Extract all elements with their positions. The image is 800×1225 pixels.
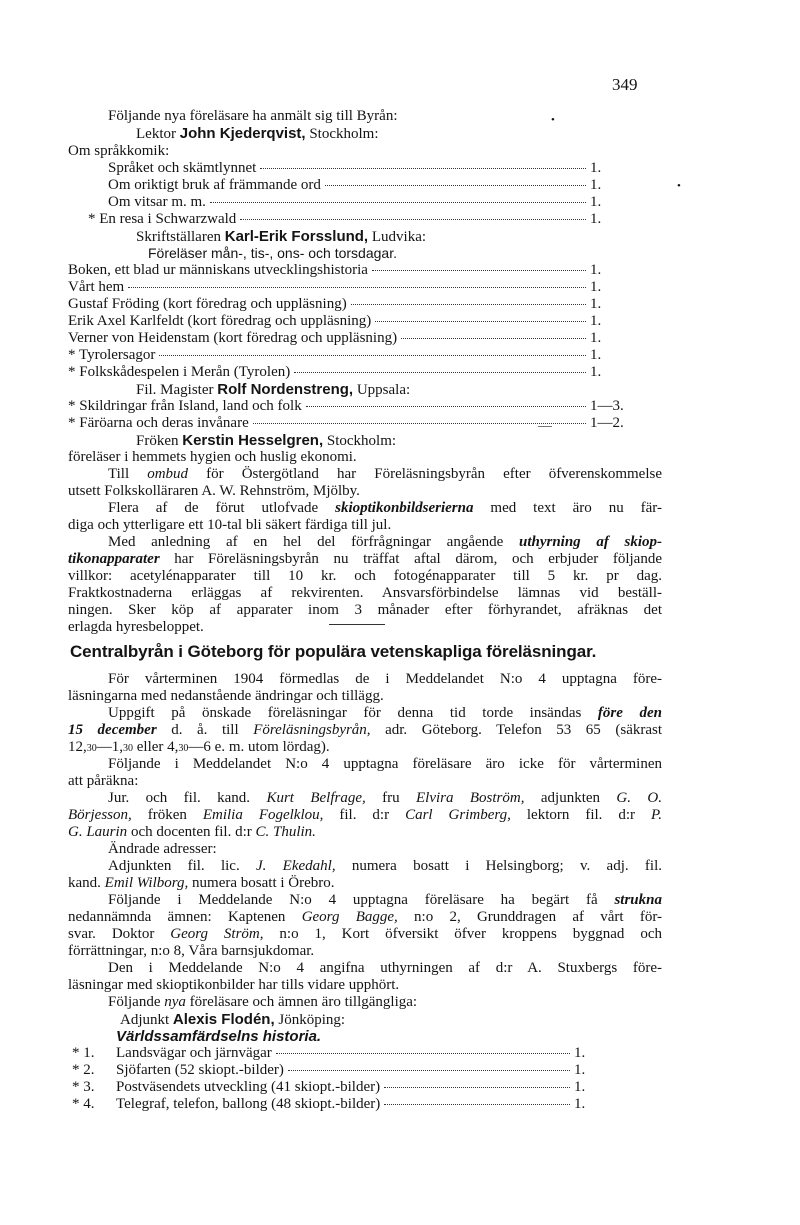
lecture-item: Erik Axel Karlfeldt (kort föredrag och uppläsning) 1.	[68, 313, 602, 329]
paragraph-line: svar. Doktor Georg Ström, n:o 1, Kort öfversikt öfver kroppens byggnad och	[68, 926, 662, 942]
lecture-item: Om oriktigt bruk af främmande ord 1.	[108, 177, 602, 193]
print-mark: •	[677, 180, 681, 192]
lecturer-place: Stockholm:	[326, 433, 397, 449]
lecture-item: Vårt hem 1.	[68, 279, 602, 295]
paragraph-line: För vårterminen 1904 förmedlas de i Meddelandet N:o 4 upptagna före-	[108, 671, 662, 687]
lecturer-forsslund	[136, 228, 730, 246]
paragraph-line: Följande nya föreläsare och ämnen äro tillgängliga:	[108, 994, 418, 1010]
lecture-item: Om vitsar m. m. 1.	[108, 194, 602, 210]
lecturer-title: Fil. Magister	[136, 382, 214, 398]
paragraph-line: ningen. Sker köp af apparater inom 3 månader efter förhyrandet, afräknas det	[68, 602, 662, 618]
paragraph-line: Flera af de förut utlofvade skioptikonbildserierna med text äro nu fär-	[108, 500, 662, 516]
lecturer-title: Adjunkt	[120, 1012, 170, 1028]
lecture-item: Verner von Heidenstam (kort föredrag och uppläsning) 1.	[68, 330, 602, 346]
lecturer-title: Fröken	[136, 433, 179, 449]
paragraph-line: utsett Folkskolläraren A. W. Rehnström, Mjölby.	[68, 483, 360, 499]
paragraph-line: Fraktkostnaderna erläggas af rekvirenten. Ansvarsförbindelse lämnas vid beställ-	[68, 585, 662, 601]
lecturer-title: Skriftställaren	[136, 229, 221, 245]
paragraph-line: läsningar med skioptikonbilder har tills vidare upphört.	[68, 977, 400, 993]
paragraph-line: 15 december d. å. till Föreläsningsbyrån, adr. Göteborg. Telefon 53 65 (säkrast	[68, 722, 663, 738]
lecture-item: * Folkskådespelen i Merån (Tyrolen) 1.	[68, 364, 602, 380]
lecturer-name: Rolf Nordenstreng,	[217, 381, 354, 398]
lecturer-days: Föreläser mån-, tis-, ons- och torsdagar.	[148, 245, 397, 261]
lecturer-floden	[120, 1011, 714, 1029]
paragraph-line: Följande i Meddelande N:o 4 upptagna föreläsare ha begärt få strukna	[108, 892, 662, 908]
paragraph-line: diga och ytterligare ett 10-tal bli säkert färdiga till jul.	[68, 517, 392, 533]
lecturer-title: Lektor	[136, 126, 176, 142]
paragraph-line: förrättningar, n:o 8, Våra barnsjukdomar.	[68, 943, 315, 959]
lecture-item: Språket och skämtlynnet 1.	[108, 160, 602, 176]
section-divider	[329, 624, 385, 625]
lecture-item: * 2. Sjöfarten (52 skiopt.-bilder) 1.	[72, 1062, 586, 1078]
subheading: Ändrade adresser:	[108, 841, 217, 857]
lecturer-place: Jönköping:	[278, 1012, 346, 1028]
lecture-item: * 4. Telegraf, telefon, ballong (48 skiopt.-bilder) 1.	[72, 1096, 586, 1112]
lecture-item: * En resa i Schwarzwald 1.	[88, 211, 602, 227]
paragraph-line: läsningarna med nedanstående ändringar och tillägg.	[68, 688, 384, 704]
page-number: 349	[612, 75, 638, 94]
series-title: Världssamfärdselns historia.	[116, 1028, 322, 1045]
paragraph-line: G. Laurin och docenten fil. d:r C. Thulin.	[68, 824, 316, 840]
paragraph-line: Adjunkten fil. lic. J. Ekedahl, numera bosatt i Helsingborg; v. adj. fil.	[108, 858, 662, 874]
print-mark	[538, 426, 552, 427]
lecture-item: * 1. Landsvägar och järnvägar 1.	[72, 1045, 586, 1061]
lecture-item: * Skildringar från Island, land och folk 1—3.	[68, 398, 624, 414]
lecturer-name: John Kjederqvist,	[179, 125, 306, 142]
lecturer-place: Ludvika:	[371, 229, 427, 245]
paragraph-line: Den i Meddelande N:o 4 angifna uthyrningen af d:r A. Stuxbergs före-	[108, 960, 662, 976]
lecturer-name: Karl-Erik Forsslund,	[224, 228, 369, 245]
lecture-item: Boken, ett blad ur människans utvecklingshistoria 1.	[68, 262, 602, 278]
paragraph-line: Uppgift på önskade föreläsningar för denna tid torde insändas före den	[108, 705, 662, 721]
paragraph-line: tikonapparater har Föreläsningsbyrån nu träffat aftal därom, och erbjuder följande	[68, 551, 662, 567]
paragraph-line: Med anledning af en hel del förfrågningar angående uthyrning af skiop-	[108, 534, 662, 550]
lecturer-name: Alexis Flodén,	[172, 1011, 275, 1028]
paragraph-line: kand. Emil Wilborg, numera bosatt i Örebro.	[68, 875, 335, 891]
paragraph-line: Följande i Meddelandet N:o 4 upptagna föreläsare äro icke för vårterminen	[108, 756, 662, 772]
lecture-item: * 3. Postväsendets utveckling (41 skiopt.-bilder) 1.	[72, 1079, 586, 1095]
paragraph-line: Till ombud för Östergötland har Föreläsningsbyrån efter öfverenskommelse	[108, 466, 662, 482]
lecturer-place: Uppsala:	[356, 382, 411, 398]
lecture-item: * Tyrolersagor 1.	[68, 347, 602, 363]
paragraph-line: Börjesson, fröken Emilia Fogelklou, fil. d:r Carl Grimberg, lektorn fil. d:r P.	[68, 807, 663, 823]
paragraph-line: 12,30—1,30 eller 4,30—6 e. m. utom lördag).	[68, 739, 330, 755]
intro-text: Följande nya föreläsare ha anmält sig till Byrån:	[108, 108, 398, 124]
print-mark: •	[551, 114, 555, 126]
lecturer-place: Stockholm:	[309, 126, 379, 142]
lecture-item: * Färöarna och deras invånare 1—2.	[68, 415, 624, 431]
paragraph-line: erlagda hyresbeloppet.	[68, 619, 204, 635]
lecturer-name: Kerstin Hesselgren,	[182, 432, 324, 449]
lecturer-hesselgren	[136, 432, 730, 450]
lecture-item: Gustaf Fröding (kort föredrag och uppläsning) 1.	[68, 296, 602, 312]
paragraph-line: Jur. och fil. kand. Kurt Belfrage, fru Elvira Boström, adjunkten G. O.	[108, 790, 662, 806]
intro-line	[108, 108, 702, 125]
paragraph-line: villkor: acetylénapparater till 10 kr. och fotogénapparater till 5 kr. pr dag.	[68, 568, 662, 584]
topic-heading: Om språkkomik:	[68, 143, 170, 159]
lecturer-kjederqvist	[136, 125, 730, 143]
paragraph-line: nedannämnda ämnen: Kaptenen Georg Bagge, n:o 2, Grunddragen af vårt för-	[68, 909, 663, 925]
lecturer-topic: föreläser i hemmets hygien och huslig ekonomi.	[68, 449, 357, 465]
section-heading: Centralbyrån i Göteborg för populära vetenskapliga föreläsningar.	[70, 642, 597, 661]
lecturer-nordenstreng	[136, 381, 730, 399]
paragraph-line: att påräkna:	[68, 773, 139, 789]
